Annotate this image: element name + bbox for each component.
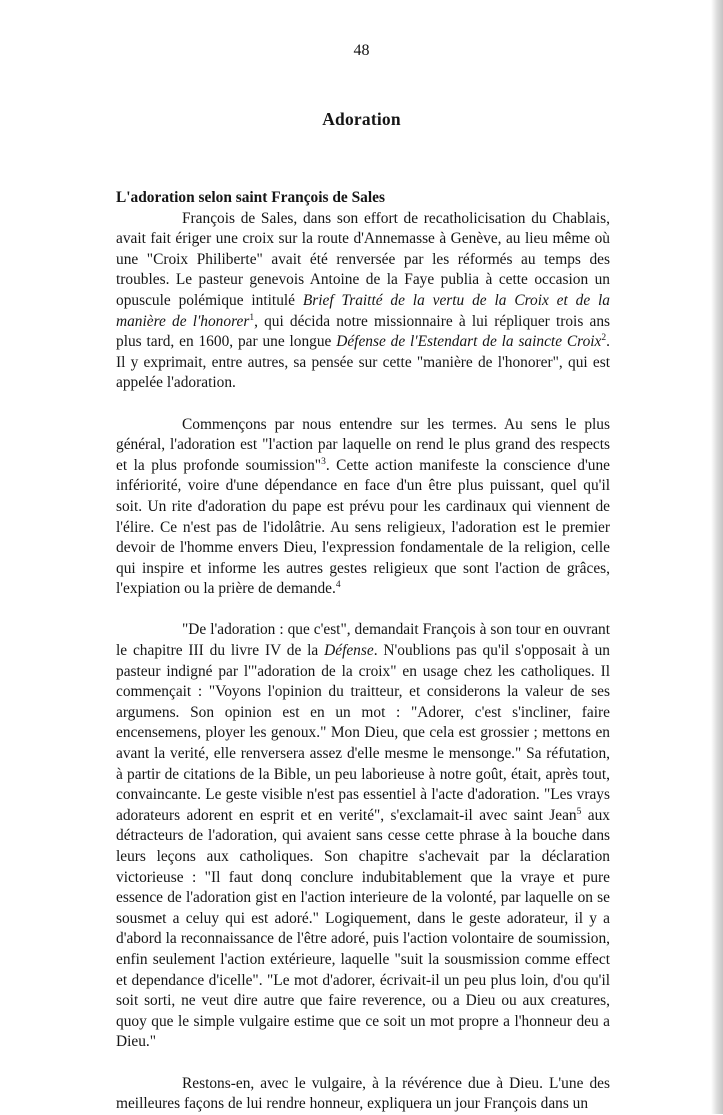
- text-run: Commençons par nous entendre sur les termes. Au sens le plus général, l'adoration est "l'action par laquelle on rend le plus grand des respects et la plus profonde soumission": [116, 415, 610, 474]
- footnote-ref: 4: [335, 580, 341, 591]
- footnote-ref: 3: [321, 456, 326, 467]
- text-run: Restons-en, avec le vulgaire, à la révérence due à Dieu. L'une des meilleures façons de lui rendre honneur, expliquera un jour François dans un: [116, 1074, 610, 1113]
- italic-title: Brief Traitté de la vertu de la Croix et de la manière de l'honorer: [116, 291, 610, 330]
- paragraph-1: [116, 209, 610, 394]
- text-run: "De l'adoration : que c'est", demandait François à son tour en ouvrant le chapitre III du livre IV de la: [116, 621, 610, 660]
- paragraph-4: [116, 1074, 610, 1115]
- paragraph-3: [116, 620, 610, 1052]
- scan-edge-shadow: [711, 0, 723, 1114]
- section-heading: L'adoration selon saint François de Sales: [116, 189, 385, 206]
- text-run: aux détracteurs de l'adoration, qui avaient sans cesse cette phrase à la bouche dans leurs leçons aux catholiques. Son chapitre s'achevait par la déclaration victorieuse : "Il faut donq conclure indubitablement que la vraye et pure essence de l'adoration gist en l'action interieure de la volonté, par laquelle on se sousmet a celuy qui est adoré." Logiquement, dans le geste adorateur, il y a d'abord la reconnaissance de l'être adoré, puis l'action volontaire de soumission, enfin seulement l'action extérieure, laquelle "suit la sousmission comme effect et dependance d'icelle". "Le mot d'adorer, écrivait-il un peu plus loin, d'ou qu'il soit sorti, ne veut dire autre que faire reverence, ou a Dieu ou aux creatures, quoy que le simple vulgaire estime que ce soit un mot propre a l'honneur deu a Dieu.": [116, 806, 610, 1051]
- italic-title: Défense: [324, 642, 374, 660]
- body-text: [116, 188, 610, 1115]
- text-run: . Cette action manifeste la conscience d'une infériorité, voire d'une dépendance en face d'un être plus puissant, quel qu'il soit. Un rite d'adoration du pape est prévu pour les cardinaux qui viennent de l'élire. Ce n'est pas de l'idolâtrie. Au sens religieux, l'adoration est le premier devoir de l'homme envers Dieu, l'expression fondamentale de la religion, celle qui inspire et informe les autres gestes religieux que sont l'action de grâces, l'expiation ou la prière de demande.: [116, 456, 610, 598]
- paragraph-2: [116, 415, 610, 600]
- text-run: , qui décida notre missionnaire à lui répliquer trois ans plus tard, en 1600, par une longue: [116, 312, 610, 351]
- text-run: François de Sales, dans son effort de recatholicisation du Chablais, avait fait ériger une croix sur la route d'Annemasse à Genève, au lieu même où une "Croix Philiberte" avait été renversée par les réformés au temps des troubles. Le pasteur genevois Antoine de la Faye publia à cette occasion un opuscule polémique intitulé: [116, 209, 610, 309]
- chapter-title: Adoration: [322, 109, 401, 129]
- text-run: . Il y exprimait, entre autres, sa pensée sur cette "manière de l'honorer", qui est appelée l'adoration.: [116, 333, 610, 392]
- footnote-ref: 1: [249, 312, 255, 323]
- footnote-ref: 5: [576, 806, 582, 817]
- footnote-ref: 2: [601, 333, 607, 344]
- text-run: . N'oublions pas qu'il s'opposait à un pasteur indigné par l'"adoration de la croix" en usage chez les catholiques. Il commençait : "Voyons l'opinion du traitteur, et considerons la valeur de ses argumens. Son opinion est en un mot : "Adorer, c'est s'incliner, faire encensemens, ployer les genoux." Mon Dieu, que cela est grossier ; mettons en avant la verité, elle renversera assez d'elle mesme le mensonge." Sa réfutation, à partir de citations de la Bible, un peu laborieuse à notre goût, était, après tout, convaincante. Le geste visible n'est pas essentiel à l'acte d'adoration. "Les vrays adorateurs adorent en esprit et en verité", s'exclamait-il avec saint Jean: [116, 642, 610, 824]
- italic-title: Défense de l'Estendart de la saincte Croix: [336, 333, 602, 351]
- page-number: 48: [353, 42, 370, 59]
